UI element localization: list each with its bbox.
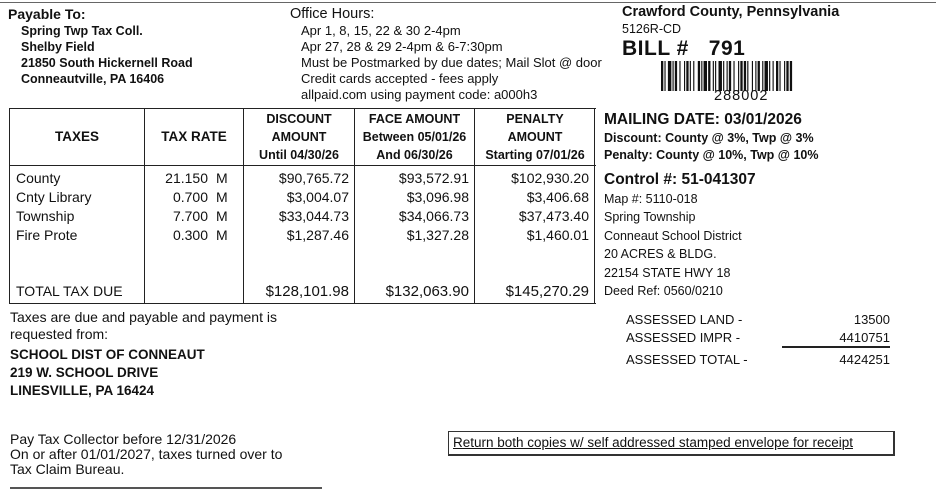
barcode-number: 288002 <box>714 88 769 104</box>
payable-to-line: Spring Twp Tax Coll. <box>21 24 143 38</box>
office-hours-line: Credit cards accepted - fees apply <box>301 71 499 86</box>
school-address-line: LINESVILLE, PA 16424 <box>10 383 155 398</box>
discount-amount: $1,287.46 <box>286 227 349 243</box>
tax-name: Township <box>16 208 75 224</box>
bill-number-row <box>622 37 745 61</box>
header-penalty: Starting 07/01/26 <box>485 148 585 162</box>
assessed-impr-value: 4410751 <box>839 330 890 345</box>
county-name: Crawford County, Pennsylvania <box>622 4 840 20</box>
payable-to-line: Shelby Field <box>21 40 95 54</box>
tax-rate-unit: M <box>216 189 228 205</box>
penalty-amount: $37,473.40 <box>518 208 589 224</box>
header-tax-rate: TAX RATE <box>161 129 227 144</box>
return-copies-box <box>448 431 895 456</box>
return-copies-note: Return both copies w/ self addressed stamped envelope for receipt <box>453 435 853 450</box>
payable-to-line: 21850 South Hickernell Road <box>21 56 193 70</box>
payment-notice: Taxes are due and payable and payment is requested from: <box>10 309 277 342</box>
penalty-amount: $102,930.20 <box>511 170 589 186</box>
header-discount: AMOUNT <box>271 130 327 144</box>
office-hours-title: Office Hours: <box>290 6 375 22</box>
face-amount: $34,066.73 <box>398 208 469 224</box>
school-address-line: 219 W. SCHOOL DRIVE <box>10 365 159 380</box>
header-face: Between 05/01/26 <box>362 130 467 144</box>
discount-terms: Discount: County @ 3%, Twp @ 3% <box>604 131 814 145</box>
total-face: $132,063.90 <box>385 283 469 300</box>
control-number: Control #: 51-041307 <box>604 171 756 188</box>
pay-collector-notice <box>10 432 330 477</box>
header-discount: Until 04/30/26 <box>259 148 339 162</box>
tax-name: County <box>16 170 61 186</box>
property-address: 22154 STATE HWY 18 <box>604 266 731 280</box>
county-code: 5126R-CD <box>622 22 682 36</box>
pay-collector-line: On or after 01/01/2027, taxes turned over to <box>10 446 283 462</box>
office-hours-line: allpaid.com using payment code: a000h3 <box>301 87 538 102</box>
property-district: Conneaut School District <box>604 229 742 243</box>
tax-rate-unit: M <box>216 170 228 186</box>
discount-amount: $3,004.07 <box>286 189 349 205</box>
property-township: Spring Township <box>604 210 696 224</box>
header-discount: DISCOUNT <box>266 112 332 126</box>
total-discount: $128,101.98 <box>265 283 349 300</box>
school-address-block <box>10 346 205 400</box>
assessed-sum-rule <box>782 346 890 348</box>
tax-name: Cnty Library <box>16 189 92 205</box>
top-rule <box>0 2 936 3</box>
tax-rate: 0.300 <box>172 227 208 243</box>
assessed-land-value: 13500 <box>853 312 890 327</box>
tax-rate-unit: M <box>216 208 228 224</box>
school-address-line: SCHOOL DIST OF CONNEAUT <box>10 347 205 362</box>
assessed-total-label: ASSESSED TOTAL - <box>626 352 748 367</box>
tax-table <box>9 108 596 304</box>
pay-collector-line: Pay Tax Collector before 12/31/2026 <box>10 431 237 447</box>
tax-rate-unit: M <box>216 227 228 243</box>
bottom-rule <box>10 487 322 489</box>
tax-name: Fire Prote <box>16 227 78 243</box>
map-number: Map #: 5110-018 <box>604 192 698 206</box>
header-face: FACE AMOUNT <box>368 112 461 126</box>
office-hours-line: Apr 27, 28 & 29 2-4pm & 6-7:30pm <box>301 39 503 54</box>
tax-rate: 21.150 <box>165 170 208 186</box>
header-face: And 06/30/26 <box>376 148 453 162</box>
property-description: 20 ACRES & BLDG. <box>604 247 717 261</box>
office-hours-line: Must be Postmarked by due dates; Mail Slot @ door <box>301 55 602 70</box>
face-amount: $1,327.28 <box>406 227 469 243</box>
bill-label: BILL # <box>622 37 689 60</box>
tax-rate: 0.700 <box>172 189 208 205</box>
total-label: TOTAL TAX DUE <box>16 283 123 299</box>
discount-amount: $90,765.72 <box>278 170 349 186</box>
office-hours-line: Apr 1, 8, 15, 22 & 30 2-4pm <box>301 23 461 38</box>
assessed-total-value: 4424251 <box>839 352 890 367</box>
assessed-land-label: ASSESSED LAND - <box>626 312 743 327</box>
discount-amount: $33,044.73 <box>278 208 349 224</box>
deed-reference: Deed Ref: 0560/0210 <box>604 284 723 298</box>
face-amount: $3,096.98 <box>406 189 469 205</box>
penalty-terms: Penalty: County @ 10%, Twp @ 10% <box>604 148 819 162</box>
header-penalty: AMOUNT <box>507 130 563 144</box>
payable-to-block <box>8 6 278 87</box>
tax-rate: 7.700 <box>172 208 208 224</box>
header-taxes: TAXES <box>54 129 99 144</box>
total-penalty: $145,270.29 <box>505 283 589 300</box>
header-penalty: PENALTY <box>506 112 564 126</box>
payable-to-title: Payable To: <box>8 6 86 22</box>
face-amount: $93,572.91 <box>398 170 469 186</box>
pay-collector-line: Tax Claim Bureau. <box>10 461 125 477</box>
assessed-impr-label: ASSESSED IMPR - <box>626 330 741 345</box>
penalty-amount: $3,406.68 <box>526 189 589 205</box>
penalty-amount: $1,460.01 <box>526 227 589 243</box>
barcode-image <box>661 61 883 91</box>
office-hours-block <box>290 6 620 103</box>
payable-to-line: Conneautville, PA 16406 <box>21 72 165 86</box>
bill-number: 791 <box>708 37 746 60</box>
mailing-date: MAILING DATE: 03/01/2026 <box>604 111 802 128</box>
table-header-rule <box>10 165 596 166</box>
